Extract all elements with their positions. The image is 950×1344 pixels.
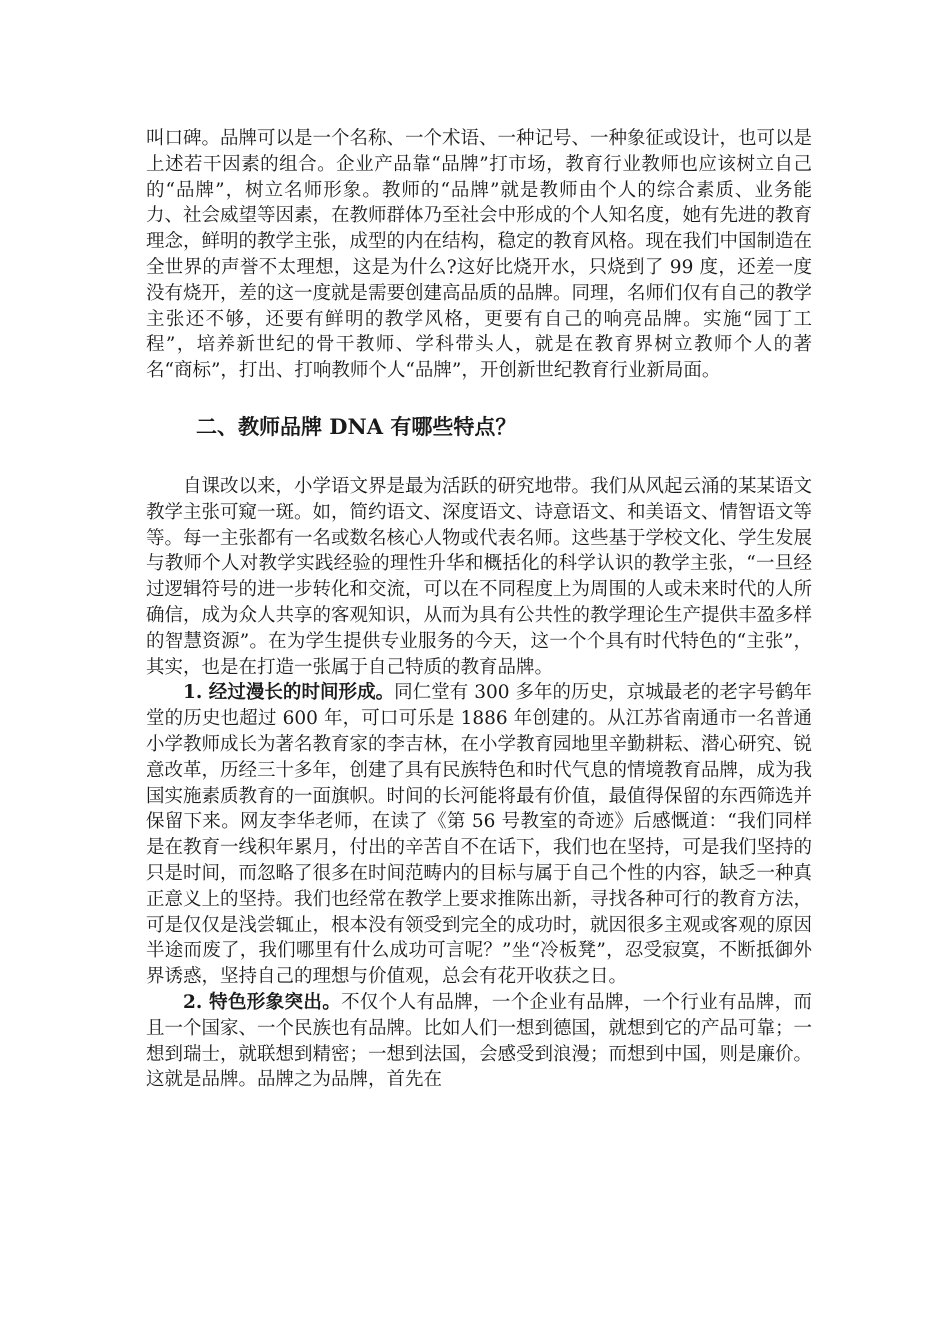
point-1-body: 同仁堂有 300 多年的历史，京城最老的老字号鹤年堂的历史也超过 600 年，可口可乐是 1886 年创建的。从江苏省南通市一名普通小学教师成长为著名教育家的李吉林，在小学教育园地里辛勤耕耘、潜心研究、锐意改革，历经三十多年，创建了具有民族特色和时代气息的情境教育品牌，成为我国实施素质教育的一面旗帜。时间的长河能将最有价值，最值得保留的东西筛选并保留下来。网友李华老师，在读了《第 56 号教室的奇迹》后感慨道：“我们同样是在教育一线积年累月，付出的辛苦自不在话下，我们也在坚持，可是我们坚持的只是时间，而忽略了很多在时间范畴内的目标与属于自己个性的内容，缺乏一种真正意义上的坚持。我们也经常在教学上要求推陈出新，寻找各种可行的教育方法，可是仅仅是浅尝辄止，根本没有领受到完全的成功时，就因很多主观或客观的原因半途而废了，我们哪里有什么成功可言呢？”坐“冷板凳”，忍受寂寞，不断抵御外界诱惑，坚持自己的理想与价值观，总会有花开收获之日。 [146, 682, 813, 988]
point-2-title: 2. 特色形象突出。 [183, 991, 342, 1013]
body-paragraph-1: 叫口碑。品牌可以是一个名称、一个术语、一种记号、一种象征或设计，也可以是上述若干因素的组合。企业产品靠“品牌”打市场，教育行业教师也应该树立自己的“品牌”，树立名师形象。教师的“品牌”就是教师由个人的综合素质、业务能力、社会威望等因素，在教师群体乃至社会中形成的个人知名度，她有先进的教育理念，鲜明的教学主张，成型的内在结构，稳定的教育风格。现在我们中国制造在全世界的声誉不太理想，这是为什么?这好比烧开水，只烧到了 99 度，还差一度没有烧开，差的这一度就是需要创建高品质的品牌。同理，名师们仅有自己的教学主张还不够，还要有鲜明的教学风格，更要有自己的响亮品牌。实施“园丁工程”，培养新世纪的骨干教师、学科带头人，就是在教育界树立教师个人的著名“商标”，打出、打响教师个人“品牌”，开创新世纪教育行业新局面。 [146, 128, 813, 382]
body-paragraph-4 [146, 990, 812, 1093]
point-1-title: 1. 经过漫长的时间形成。 [183, 682, 395, 704]
document-page [146, 126, 812, 1093]
body-paragraph-2: 自课改以来，小学语文界是最为活跃的研究地带。我们从风起云涌的某某语文教学主张可窥一斑。如，简约语文、深度语文、诗意语文、和美语文、情智语文等等。每一主张都有一名或数名核心人物或代表名师。这些基于学校文化、学生发展与教师个人对教学实践经验的理性升华和概括化的科学认识的教学主张，“一旦经过逻辑符号的进一步转化和交流，可以在不同程度上为周围的人或未来时代的人所确信，成为众人共享的客观知识，从而为具有公共性的教学理论生产提供丰盈多样的智慧资源”。在为学生提供专业服务的今天，这一个个具有时代特色的“主张”，其实，也是在打造一张属于自己特质的教育品牌。 [146, 475, 813, 678]
section-heading: 二、教师品牌 DNA 有哪些特点？ [196, 413, 517, 439]
body-paragraph-3 [146, 680, 812, 990]
point-2-body: 不仅个人有品牌，一个企业有品牌，一个行业有品牌，而且一个国家、一个民族也有品牌。比如人们一想到德国，就想到它的产品可靠；一想到瑞士，就联想到精密；一想到法国，会感受到浪漫；而想到中国，则是廉价。这就是品牌。品牌之为品牌，首先在 [146, 991, 813, 1091]
